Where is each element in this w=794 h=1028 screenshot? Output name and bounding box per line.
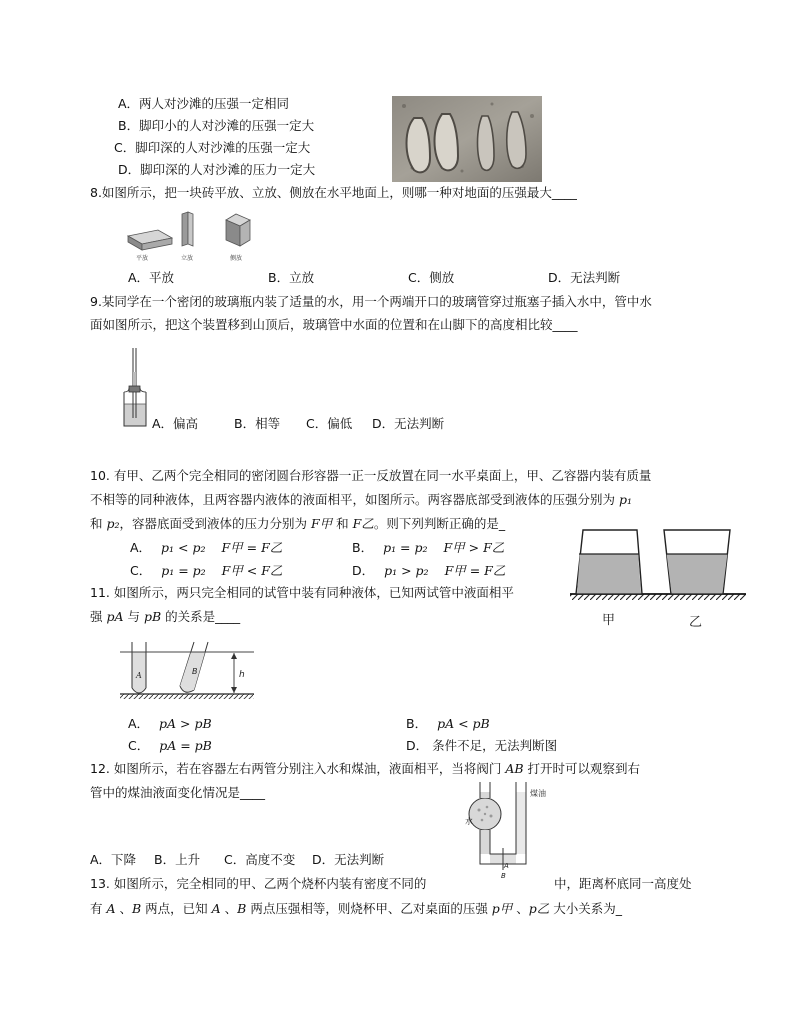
q12-line2: 管中的煤油液面变化情况是____ bbox=[90, 785, 266, 800]
brick-label-side: 侧放 bbox=[230, 255, 243, 262]
q12-option-c[interactable]: C．高度不变 bbox=[224, 852, 296, 867]
symbol-p2: p₂ bbox=[106, 516, 120, 531]
symbol-f-yi: F乙 bbox=[352, 516, 374, 531]
q11-option-a-label: A． bbox=[128, 716, 150, 731]
point-a: A bbox=[106, 901, 116, 916]
q10-option-b[interactable] bbox=[352, 540, 504, 556]
q11-option-d[interactable] bbox=[406, 738, 557, 754]
q9-option-c[interactable]: C．偏低 bbox=[306, 416, 353, 431]
q10-line3-post: 。则下列判断正确的是 bbox=[373, 516, 499, 531]
bottle-tube-figure bbox=[116, 346, 150, 430]
q11-option-c-label: C． bbox=[128, 738, 150, 753]
q10-option-c-p: p₁ = p₂ bbox=[161, 563, 206, 578]
q7-option-a[interactable]: A．两人对沙滩的压强一定相同 bbox=[118, 96, 290, 111]
q11-option-b[interactable] bbox=[406, 716, 490, 732]
symbol-f-jia: F甲 bbox=[310, 516, 333, 531]
label-water: 水 bbox=[465, 817, 473, 826]
label-h: h bbox=[239, 670, 245, 680]
symbol-p-jia: p甲 bbox=[491, 901, 513, 916]
q10-line3-and2: 和 bbox=[332, 516, 353, 531]
label-yi: 乙 bbox=[689, 615, 703, 630]
q9-stem-line1: 9.某同学在一个密闭的玻璃瓶内装了适量的水，用一个两端开口的玻璃管穿过瓶塞子插入水中，管中水 bbox=[90, 294, 652, 309]
q10-line2-text: 不相等的同种液体，且两容器内液体的液面相平，如图所示。两容器底部受到液体的压强分别为 bbox=[90, 492, 619, 507]
q10-option-a-label: A． bbox=[130, 540, 152, 555]
q10-option-d[interactable] bbox=[352, 563, 505, 579]
q13-line2 bbox=[90, 901, 622, 917]
q9-option-b[interactable]: B．相等 bbox=[234, 416, 281, 431]
point-b-2: B bbox=[237, 901, 247, 916]
brick-label-flat: 平放 bbox=[136, 255, 149, 262]
q10-line3-and: 和 bbox=[90, 516, 107, 531]
q11-option-a[interactable] bbox=[128, 716, 212, 732]
q10-option-d-label: D． bbox=[352, 563, 375, 578]
q10-option-b-label: B． bbox=[352, 540, 374, 555]
q9-option-a[interactable]: A．偏高 bbox=[152, 416, 199, 431]
label-kerosene: 煤油 bbox=[530, 789, 546, 798]
q13-sep3: 、 bbox=[512, 901, 529, 916]
q7-option-c[interactable]: C．脚印深的人对沙滩的压强一定大 bbox=[114, 140, 311, 155]
q11-line2-pre: 强 bbox=[90, 609, 107, 624]
q9-stem-line2: 面如图所示，把这个装置移到山顶后，玻璃管中水面的位置和在山脚下的高度相比较____ bbox=[90, 317, 578, 332]
q11-line2 bbox=[90, 609, 240, 625]
q11-line1: 11. 如图所示，两只完全相同的试管中装有同种液体，已知两试管中液面相平 bbox=[90, 585, 514, 600]
q10-option-a-p: p₁ < p₂ bbox=[161, 540, 206, 555]
q10-option-c-label: C． bbox=[130, 563, 152, 578]
q8-option-d[interactable]: D．无法判断 bbox=[548, 270, 621, 285]
label-jia: 甲 bbox=[602, 613, 616, 628]
q10-line2 bbox=[90, 492, 632, 508]
tube-label-a: A bbox=[136, 671, 142, 680]
q11-option-b-label: B． bbox=[406, 716, 428, 731]
footprints-photo bbox=[392, 96, 542, 182]
q7-option-b[interactable]: B．脚印小的人对沙滩的压强一定大 bbox=[118, 118, 315, 133]
q10-option-c[interactable] bbox=[130, 563, 282, 579]
q13-line1-pre: 13. 如图所示，完全相同的甲、乙两个烧杯内装有密度不同的 bbox=[90, 876, 427, 891]
q13-line2-b: 两点，已知 bbox=[141, 901, 212, 916]
q12-line1 bbox=[90, 761, 640, 777]
q10-line1: 10. 有甲、乙两个完全相同的密闭圆台形容器一正一反放置在同一水平桌面上，甲、乙容器内装有质量 bbox=[90, 468, 652, 483]
symbol-pb: pB bbox=[143, 609, 162, 624]
symbol-p-yi: p乙 bbox=[528, 901, 550, 916]
frustum-containers-figure bbox=[566, 522, 750, 634]
q11-line2-and: 与 bbox=[123, 609, 144, 624]
q10-option-a[interactable] bbox=[130, 540, 282, 556]
symbol-valve-ab: AB bbox=[505, 761, 524, 776]
q13-line2-post: 大小关系为_ bbox=[549, 901, 623, 916]
q13-line1-post: 中，距离杯底同一高度处 bbox=[554, 876, 692, 891]
tube-label-b: B bbox=[192, 667, 198, 676]
brick-label-upright: 立放 bbox=[181, 255, 194, 262]
q13-line2-a: 有 bbox=[90, 901, 107, 916]
q11-option-c-text: pA = pB bbox=[159, 738, 212, 753]
q11-option-a-text: pA > pB bbox=[159, 716, 212, 731]
q10-option-b-p: p₁ = p₂ bbox=[383, 540, 428, 555]
brick-figure bbox=[120, 208, 260, 264]
q9-option-d[interactable]: D．无法判断 bbox=[372, 416, 445, 431]
q7-option-d[interactable]: D．脚印深的人对沙滩的压力一定大 bbox=[118, 162, 316, 177]
q11-option-c[interactable] bbox=[128, 738, 212, 754]
q10-option-a-f: F甲 = F乙 bbox=[221, 540, 283, 555]
u-tube-figure bbox=[456, 780, 560, 880]
q13-line2-c: 两点压强相等，则烧杯甲、乙对桌面的压强 bbox=[246, 901, 492, 916]
symbol-p1: p₁ bbox=[618, 492, 632, 507]
q10-option-b-f: F甲 > F乙 bbox=[443, 540, 505, 555]
q11-option-b-text: pA < pB bbox=[437, 716, 490, 731]
q10-line3: 和 p₂，容器底面受到液体的压力分别为 F甲 和 F乙。则下列判断正确的是_ bbox=[90, 516, 506, 531]
q10-option-c-f: F甲 < F乙 bbox=[221, 563, 283, 578]
q11-option-d-label: D． bbox=[406, 738, 429, 753]
q8-option-c[interactable]: C．侧放 bbox=[408, 270, 455, 285]
q12-option-b[interactable]: B．上升 bbox=[154, 852, 201, 867]
q8-stem: 8.如图所示，把一块砖平放、立放、侧放在水平地面上，则哪一种对地面的压强最大____ bbox=[90, 185, 577, 200]
q12-option-a[interactable]: A．下降 bbox=[90, 852, 137, 867]
q10-option-d-f: F甲 = F乙 bbox=[444, 563, 506, 578]
point-b: B bbox=[132, 901, 142, 916]
q8-option-a[interactable]: A．平放 bbox=[128, 270, 175, 285]
q12-line1-post: 打开时可以观察到右 bbox=[523, 761, 641, 776]
q11-line2-post: 的关系是____ bbox=[161, 609, 241, 624]
q13-sep2: 、 bbox=[220, 901, 238, 916]
symbol-pa: pA bbox=[106, 609, 124, 624]
q10-option-d-p: p₁ > p₂ bbox=[384, 563, 429, 578]
q8-option-b[interactable]: B．立放 bbox=[268, 270, 315, 285]
q13-sep1: 、 bbox=[115, 901, 132, 916]
q12-option-d[interactable]: D．无法判断 bbox=[312, 852, 385, 867]
point-a-2: A bbox=[211, 901, 221, 916]
label-valve-b: B bbox=[501, 872, 506, 880]
q10-line3-mid: ，容器底面受到液体的压力分别为 bbox=[119, 516, 311, 531]
q12-line1-pre: 12. 如图所示，若在容器左右两管分别注入水和煤油，液面相平，当将阀门 bbox=[90, 761, 506, 776]
test-tubes-figure bbox=[118, 640, 258, 704]
label-valve-a: A bbox=[504, 862, 509, 870]
q11-option-d-text: 条件不足，无法判断图 bbox=[432, 738, 558, 753]
